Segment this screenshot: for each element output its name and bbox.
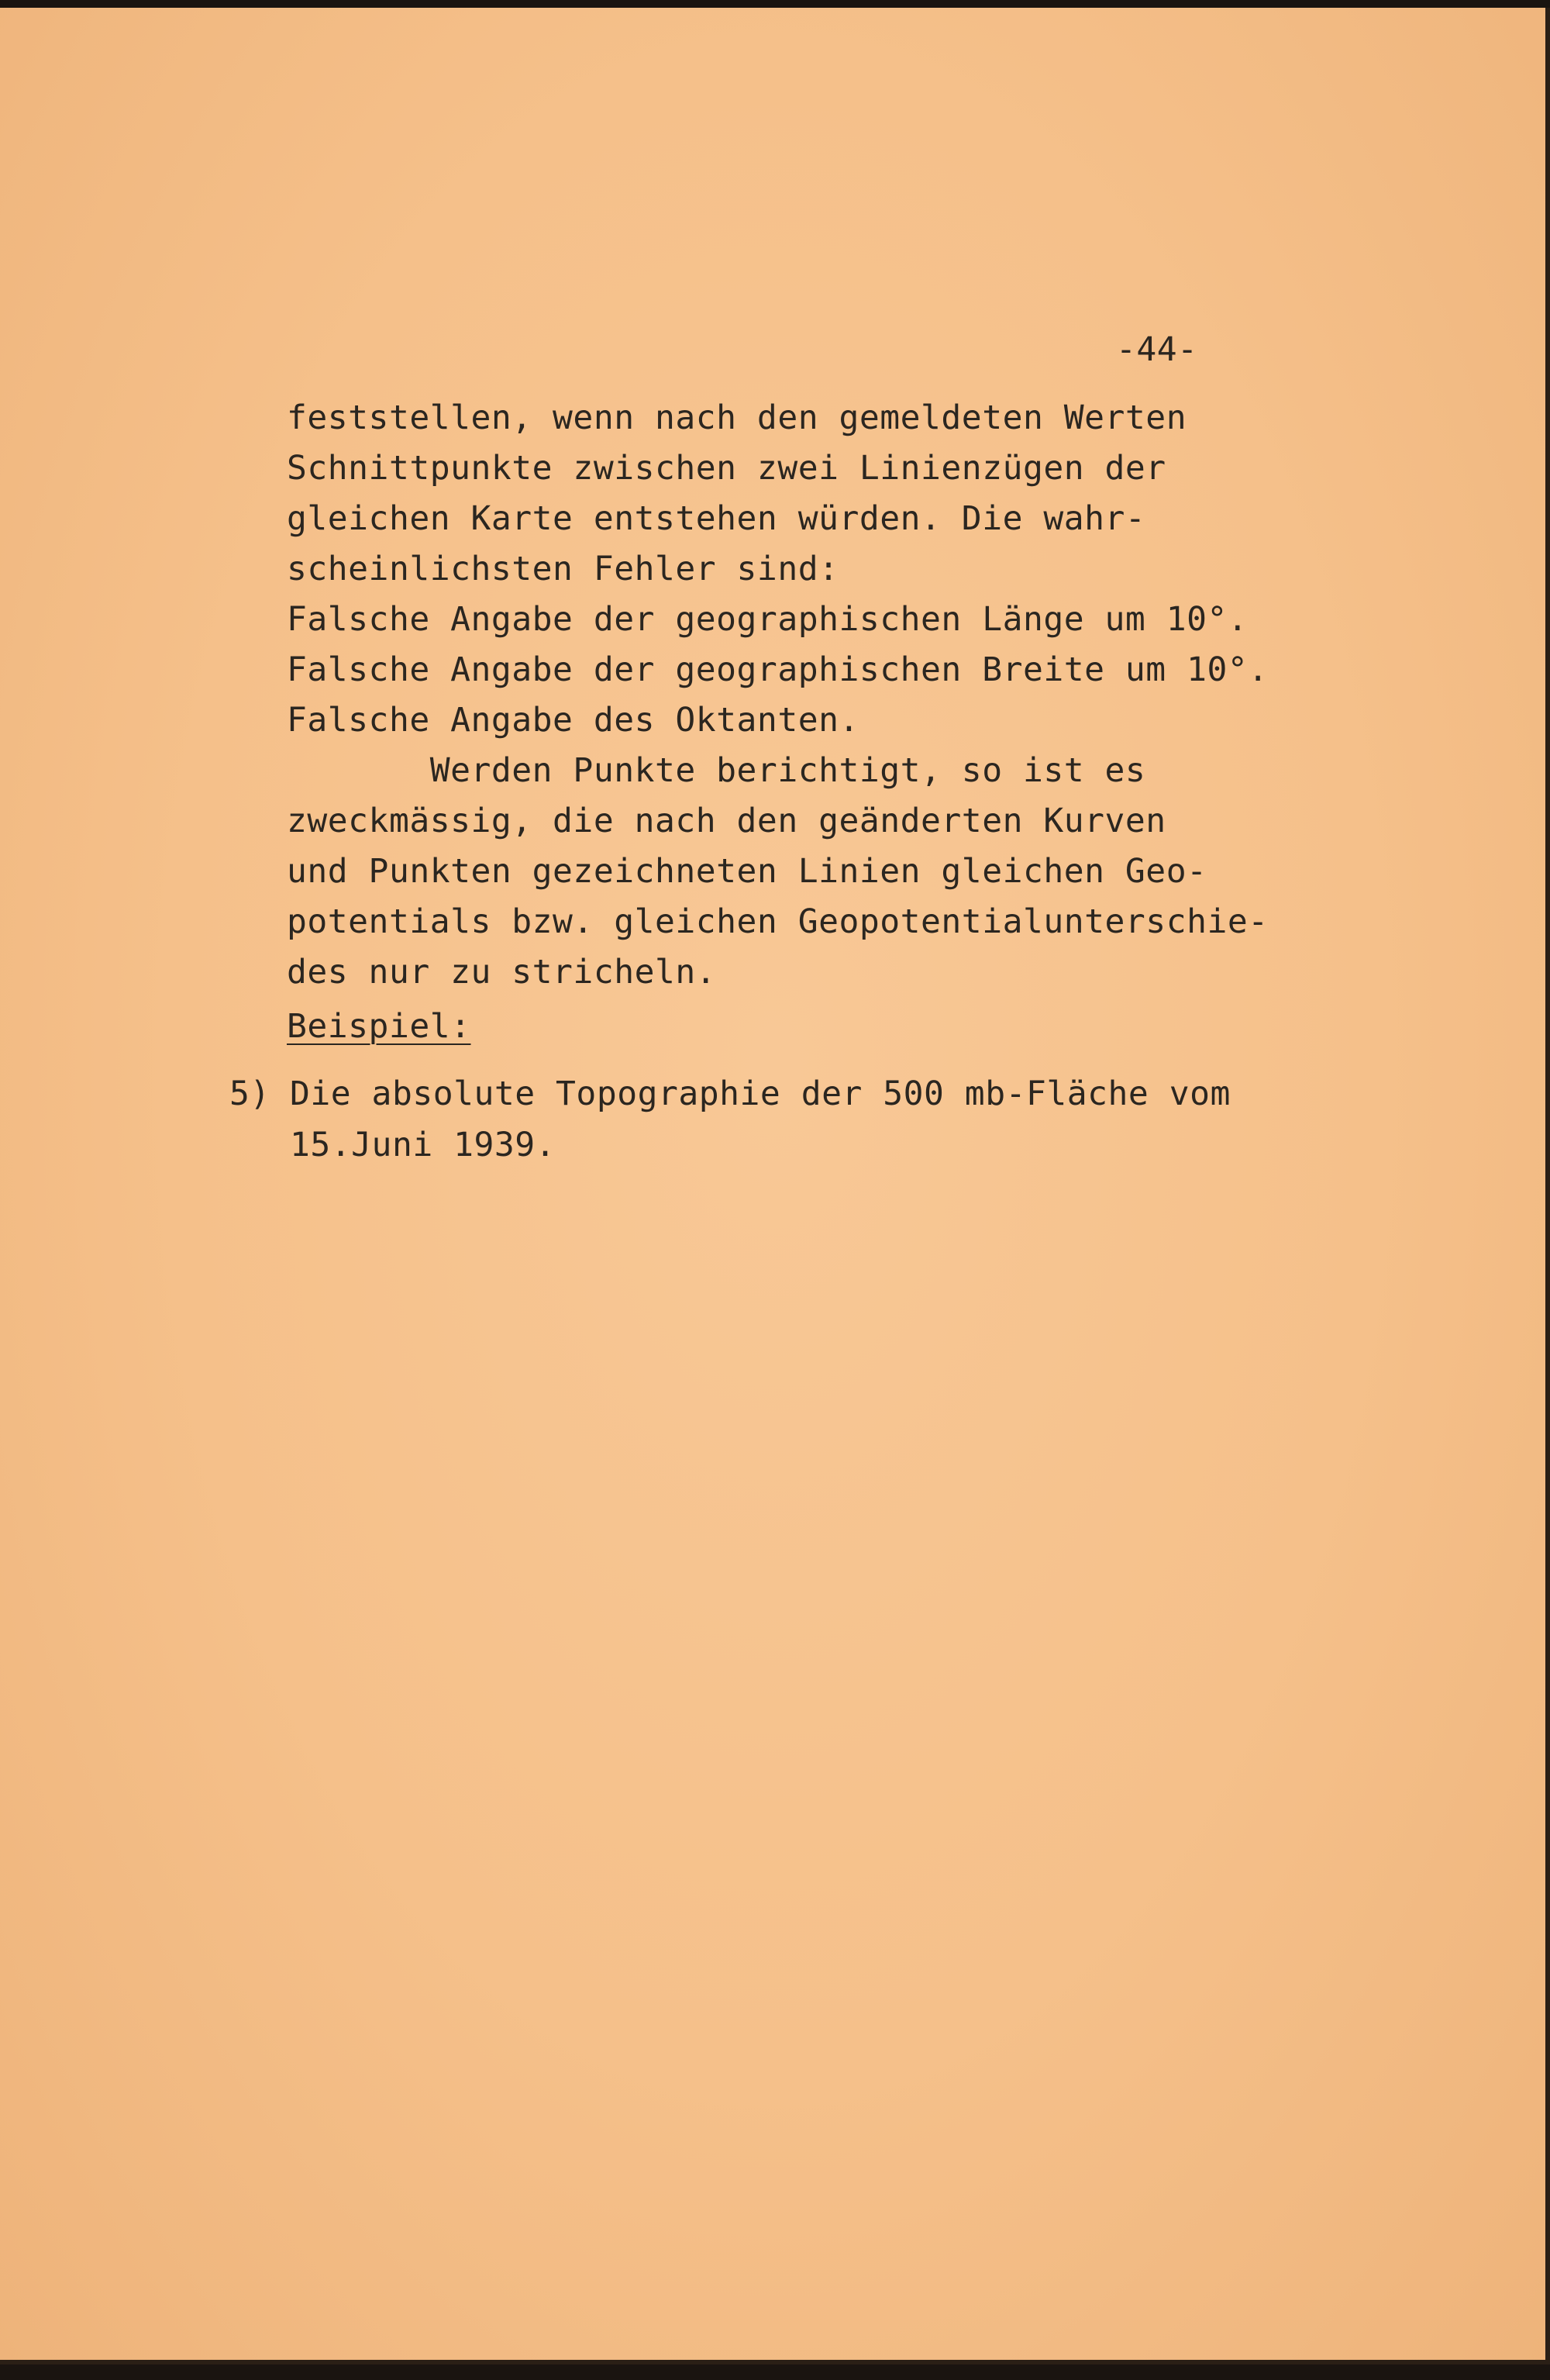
text-line-5: Falsche Angabe der geographischen Länge um 10°. — [287, 600, 1249, 639]
text-line-8: Werden Punkte berichtigt, so ist es — [287, 751, 1146, 790]
text-line-12: des nur zu stricheln. — [287, 953, 717, 992]
typewritten-page — [0, 8, 1550, 2364]
text-line-11: potentials bzw. gleichen Geopotentialunterschie- — [287, 902, 1269, 941]
text-line-10: und Punkten gezeichneten Linien gleichen Geo- — [287, 852, 1207, 891]
text-line-9: zweckmässig, die nach den geänderten Kurven — [287, 802, 1166, 840]
scan-edge-right — [1545, 8, 1550, 2364]
item-text-line-2: 15.Juni 1939. — [290, 1126, 556, 1164]
text-line-7: Falsche Angabe des Oktanten. — [287, 701, 859, 740]
text-line-3: gleichen Karte entstehen würden. Die wahr- — [287, 499, 1146, 538]
example-heading: Beispiel: — [287, 1007, 471, 1046]
item-number: 5) — [229, 1074, 270, 1113]
text-line-6: Falsche Angabe der geographischen Breite um 10°. — [287, 650, 1269, 689]
text-line-2: Schnittpunkte zwischen zwei Linienzügen der — [287, 449, 1166, 488]
text-line-4: scheinlichsten Fehler sind: — [287, 550, 839, 588]
item-text-line-1: Die absolute Topographie der 500 mb-Fläche vom — [290, 1074, 1231, 1113]
page-number: -44- — [1116, 330, 1198, 369]
text-line-1: feststellen, wenn nach den gemeldeten Werten — [287, 398, 1187, 437]
scan-edge-bottom — [0, 2360, 1550, 2364]
